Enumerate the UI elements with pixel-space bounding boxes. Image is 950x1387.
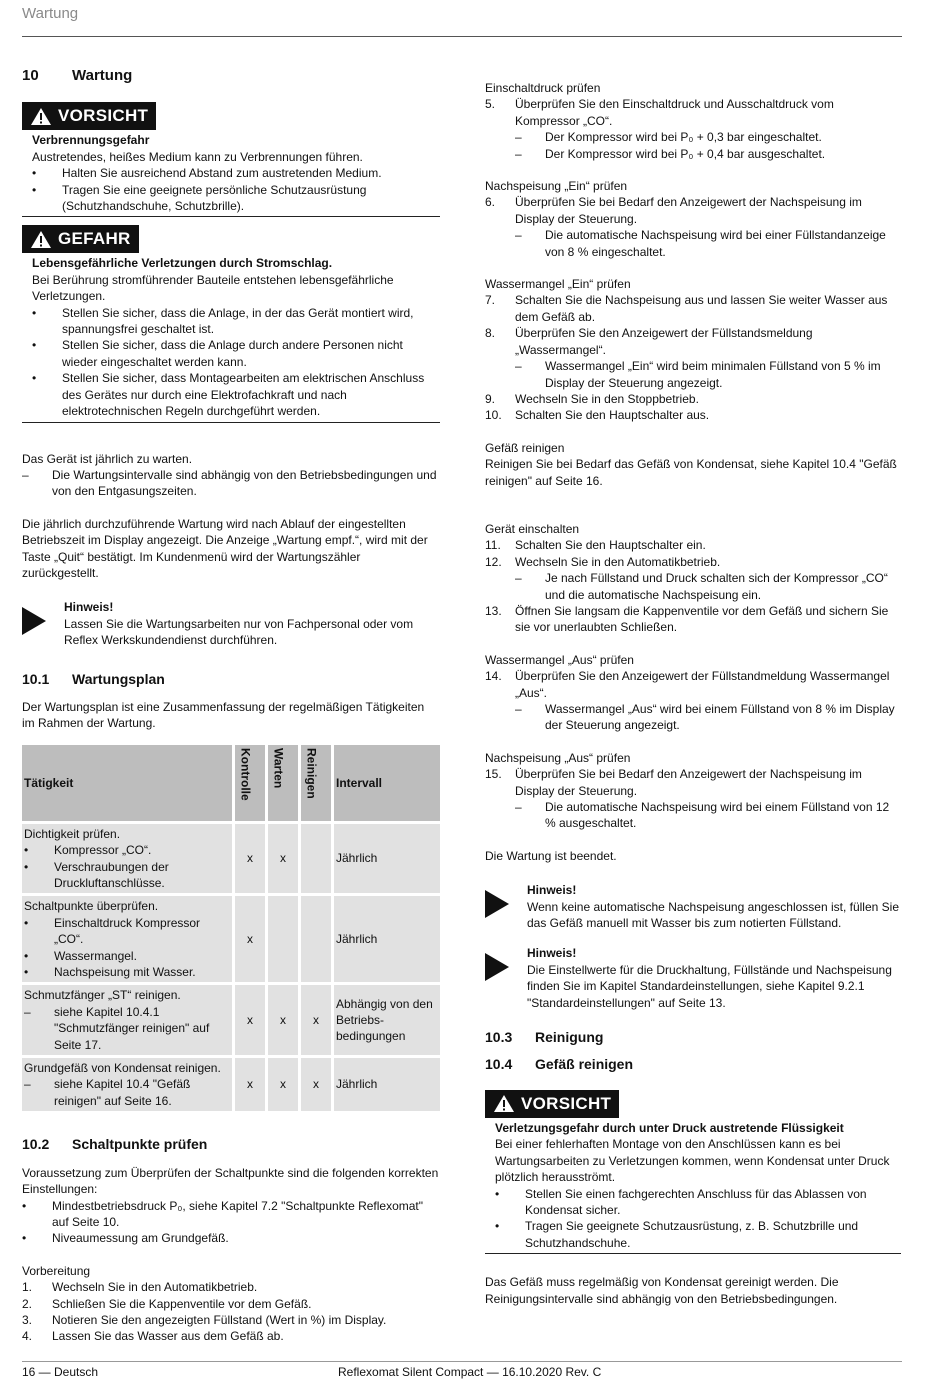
subheading: Wassermangel „Ein“ prüfen [485,277,631,292]
subheading: Einschaltdruck prüfen [485,81,601,95]
warning-title: Lebensgefährliche Verletzungen durch Stromschlag. [32,256,333,271]
subsection-heading: 10.2 Schaltpunkte prüfen [22,1136,208,1153]
table-cell: Dichtigkeit prüfen. • Kompressor „CO“. • Verschraubungen der Druckluftanschlüsse. [22,824,232,894]
table-cell: x [235,985,265,1055]
step-item: 1. Wechseln Sie in den Automatikbetrieb. [22,1280,258,1295]
subheading: Wassermangel „Aus“ prüfen [485,652,634,667]
table-header: Intervall [334,745,440,821]
table-cell: Jährlich [334,896,440,982]
subsection-heading: 10.4 Gefäß reinigen [485,1055,634,1072]
subheading: Vorbereitung [22,1263,91,1278]
warning-text: Bei Berührung stromführender Bauteile entstehen lebensgefährliche Verletzungen. [32,272,394,304]
step-item: 11. Schalten Sie den Hauptschalter ein. [485,538,706,553]
table-header: Warten [268,745,298,821]
dash-item: – Der Kompressor wird bei P₀ + 0,3 bar eingeschaltet. [515,130,822,145]
maintenance-table [19,742,443,1115]
table-header-row [22,745,440,821]
warning-triangle-icon [493,1094,515,1113]
table-cell: Abhängig von den Betriebs-bedingungen [334,985,440,1055]
page-header: Wartung [22,5,79,22]
list-item: • Niveaumessung am Grundgefäß. [22,1231,229,1246]
note-box: Hinweis! Die Einstellwerte für die Druckhaltung, Füllstände und Nachspeisung finden Sie im Kapitel Standardeinstellungen, siehe Kapitel 9.2.1 "Standardeinstellungen" auf Seite 13. [485,945,901,1011]
table-row [22,824,440,894]
table-cell [301,896,331,982]
subsection-heading: 10.3 Reinigung [485,1029,604,1046]
danger-badge: GEFAHR [22,225,139,253]
table-cell: x [268,1058,298,1111]
note-box: Hinweis! Lassen Sie die Wartungsarbeiten nur von Fachpersonal oder vom Reflex Werkskundendienst durchführen. [22,599,440,648]
table-header: Kontrolle [235,745,265,821]
list-item: • Tragen Sie geeignete Schutzausrüstung, z. B. Schutzbrille und Schutzhandschuhe. [495,1219,859,1250]
step-item: 13. Öffnen Sie langsam die Kappenventile vor dem Gefäß und sichern Sie sie vor unerlaubten Schließen. [485,603,889,635]
list-item: • Stellen Sie einen fachgerechten Anschluss für das Ablassen von Kondensat sicher. [495,1186,867,1217]
table-cell: Grundgefäß von Kondensat reinigen. – siehe Kapitel 10.4 "Gefäß reinigen" auf Seite 16. [22,1058,232,1111]
table-cell [301,824,331,894]
warning-title: Verletzungsgefahr durch unter Druck austretende Flüssigkeit [495,1120,844,1135]
footer-document-title: Reflexomat Silent Compact — 16.10.2020 Rev. C [338,1365,602,1379]
dash-item: – Je nach Füllstand und Druck schalten sich der Kompressor „CO“ und die automatische Nachspeisung ein. [515,571,888,602]
note-box: Hinweis! Wenn keine automatische Nachspeisung angeschlossen ist, füllen Sie das Gefäß manuell mit Wasser bis zum notierten Füllstand. [485,882,901,931]
table-cell [268,896,298,982]
table-cell: Jährlich [334,824,440,894]
table-cell: x [235,896,265,982]
list-item: • Stellen Sie sicher, dass die Anlage, in der das Gerät montiert wird, spannungsfrei geschaltet ist. [32,305,414,337]
dash-item: – Die automatische Nachspeisung wird bei einer Füllstandanzeige von 8 % eingeschaltet. [515,228,886,259]
list-item: • Stellen Sie sicher, dass die Anlage durch andere Personen nicht wieder eingeschaltet werden kann. [32,338,403,369]
subheading: Gerät einschalten [485,521,580,536]
warning-triangle-icon [30,107,52,126]
footer-page-number: 16 — Deutsch [22,1365,99,1379]
subsection-heading: 10.1 Wartungsplan [22,670,165,687]
warning-badge: VORSICHT [22,102,156,130]
subheading: Gefäß reinigen [485,440,565,455]
list-item: • Halten Sie ausreichend Abstand zum austretenden Medium. [32,166,382,181]
step-item: 8. Überprüfen Sie den Anzeigewert der Füllstandsmeldung „Wassermangel“. [485,326,813,357]
list-item: • Stellen Sie sicher, dass Montagearbeiten am elektrischen Anschluss des Gerätes nur durch eine Elektrofachkraft und nach elektrotechnischen Regeln durchgeführt werden. [32,371,425,419]
list-item: • Mindestbetriebsdruck P₀, siehe Kapitel 7.2 "Schaltpunkte Reflexomat" auf Seite 10. [22,1198,424,1229]
subheading: Nachspeisung „Ein“ prüfen [485,179,628,194]
step-item: 4. Lassen Sie das Wasser aus dem Gefäß ab. [22,1329,284,1344]
section-heading: 10 Wartung [22,67,133,84]
paragraph: Der Wartungsplan ist eine Zusammenfassung der regelmäßigen Tätigkeiten im Rahmen der Wartung. [22,699,425,731]
step-item: 2. Schließen Sie die Kappenventile vor dem Gefäß. [22,1296,312,1311]
table-header: Tätigkeit [22,745,232,821]
warning-text: Austretendes, heißes Medium kann zu Verbrennungen führen. [32,149,363,164]
step-item: 7. Schalten Sie die Nachspeisung aus und lassen Sie weiter Wasser aus dem Gefäß ab. [485,293,888,324]
paragraph: Reinigen Sie bei Bedarf das Gefäß von Kondensat, siehe Kapitel 10.4 "Gefäß reinigen" auf Seite 16. [485,457,897,488]
step-item: 6. Überprüfen Sie bei Bedarf den Anzeigewert der Nachspeisung im Display der Steuerung. [485,195,862,226]
warning-text: Bei einer fehlerhaften Montage von den Anschlüssen kann es bei Wartungsarbeiten zu Verletzungen kommen, wenn Kondensat unter Druck plötzlich herausströmt. [495,1137,890,1185]
warning-box-caution [22,102,440,217]
table-row [22,896,440,982]
note-arrow-icon [485,953,509,981]
subheading: Nachspeisung „Aus“ prüfen [485,750,631,765]
table-cell: x [235,824,265,894]
warning-title: Verbrennungsgefahr [32,133,150,148]
step-item: 14. Überprüfen Sie den Anzeigewert der Füllstandmeldung Wassermangel „Aus“. [485,669,890,700]
warning-badge: VORSICHT [485,1090,619,1118]
step-item: 9. Wechseln Sie in den Stoppbetrieb. [485,391,699,406]
warning-triangle-icon [30,230,52,249]
paragraph: Das Gefäß muss regelmäßig von Kondensat gereinigt werden. Die Reinigungsintervalle sind abhängig von den Betriebsbedingungen. [485,1275,839,1306]
note-arrow-icon [22,607,46,635]
step-item: 5. Überprüfen Sie den Einschaltdruck und Ausschaltdruck vom Kompressor „CO“. [485,97,834,128]
paragraph: Das Gerät ist jährlich zu warten. [22,451,193,466]
left-column [22,68,440,1345]
paragraph: Die Wartung ist beendet. [485,848,617,863]
warning-box-danger [22,225,440,422]
table-row [22,1058,440,1111]
paragraph: Die jährlich durchzuführende Wartung wird nach Ablauf der eingestellten Betriebszeit im Display angezeigt. Die Anzeige „Wartung empf.“, wird mit der Taste „Quit“ bestätigt. Im Kundenmenü wird der Wartungszähler zurückgestellt. [22,516,428,580]
table-row [22,985,440,1055]
dash-item: – Der Kompressor wird bei P₀ + 0,4 bar ausgeschaltet. [515,146,826,161]
table-cell: x [268,985,298,1055]
paragraph: Voraussetzung zum Überprüfen der Schaltpunkte sind die folgenden korrekten Einstellungen: [22,1165,439,1197]
table-cell: x [301,1058,331,1111]
table-cell: x [301,985,331,1055]
table-cell: x [235,1058,265,1111]
step-item: 3. Notieren Sie den angezeigten Füllstand (Wert in %) im Display. [22,1312,387,1327]
step-item: 12. Wechseln Sie in den Automatikbetrieb. [485,554,721,569]
header-rule [22,36,902,37]
table-cell: x [268,824,298,894]
list-item: • Tragen Sie eine geeignete persönliche Schutzausrüstung (Schutzhandschuhe, Schutzbrille). [32,182,367,214]
dash-item: – Die automatische Nachspeisung wird bei einem Füllstand von 12 % ausgeschaltet. [515,800,890,831]
table-cell: Schaltpunkte überprüfen. • Einschaltdruck Kompressor „CO“. • Wassermangel. • Nachspeisung mit Wasser. [22,896,232,982]
right-column [485,80,901,1307]
table-cell: Schmutzfänger „ST“ reinigen. – siehe Kapitel 10.4.1 "Schmutzfänger reinigen" auf Seite 17. [22,985,232,1055]
dash-item: – Die Wartungsintervalle sind abhängig von den Betriebsbedingungen und von den Entgasungszeiten. [22,467,437,499]
table-cell: Jährlich [334,1058,440,1111]
dash-item: – Wassermangel „Aus“ wird bei einem Füllstand von 8 % im Display der Steuerung angezeigt. [515,702,895,733]
step-item: 15. Überprüfen Sie bei Bedarf den Anzeigewert der Nachspeisung im Display der Steuerung. [485,767,862,798]
step-item: 10. Schalten Sie den Hauptschalter aus. [485,408,710,423]
warning-box-caution [485,1090,901,1254]
footer-rule [22,1361,902,1362]
note-arrow-icon [485,890,509,918]
dash-item: – Wassermangel „Ein“ wird beim minimalen Füllstand von 5 % im Display der Steuerung angezeigt. [515,359,881,390]
table-header: Reinigen [301,745,331,821]
